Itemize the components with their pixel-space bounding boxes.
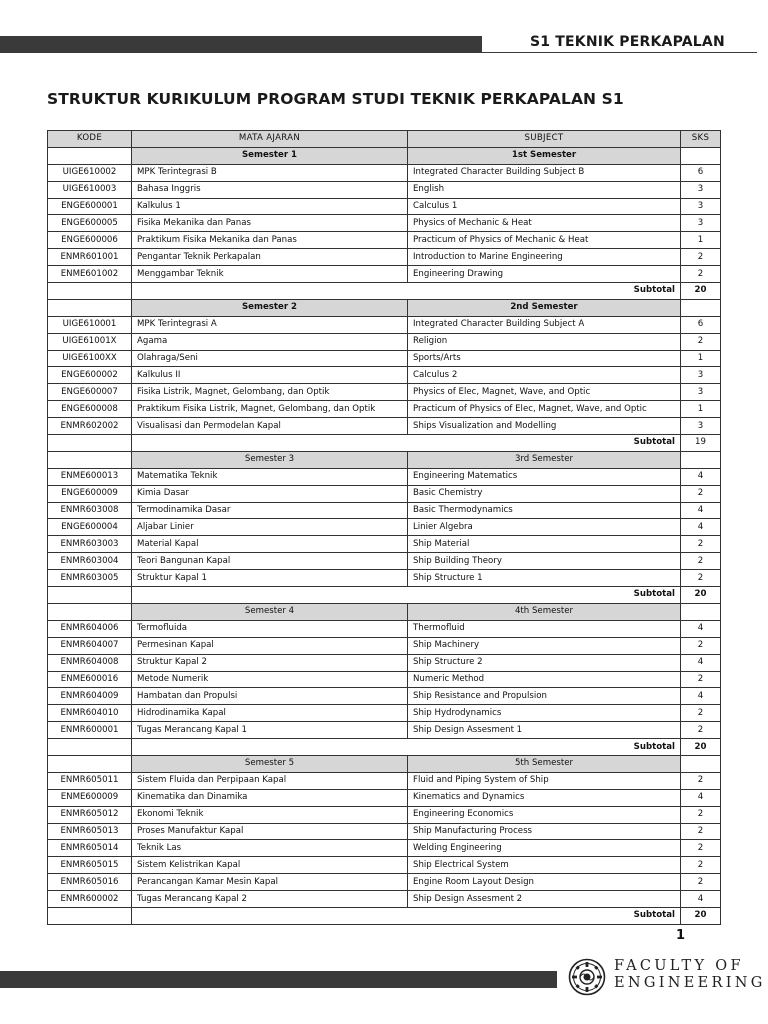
table-row — [48, 840, 721, 857]
course-credits: 2 — [681, 536, 721, 553]
page-number: 1 — [676, 928, 686, 943]
table-row — [48, 806, 721, 823]
semester-header-blank — [48, 451, 132, 468]
course-code: ENMR604009 — [48, 688, 132, 705]
semester-label-en: 5th Semester — [408, 755, 681, 772]
table-row — [48, 333, 721, 350]
course-name-en: Linier Algebra — [408, 519, 681, 536]
semester-header-blank — [681, 755, 721, 772]
subtotal-blank — [48, 907, 132, 924]
course-code: ENME600013 — [48, 468, 132, 485]
course-credits: 3 — [681, 215, 721, 232]
course-code: ENMR602002 — [48, 418, 132, 435]
table-row — [48, 637, 721, 654]
course-name-id: Fisika Listrik, Magnet, Gelombang, dan Optik — [132, 384, 408, 401]
course-code: ENGE600005 — [48, 215, 132, 232]
course-name-en: Ship Machinery — [408, 637, 681, 654]
course-name-id: MPK Terintegrasi B — [132, 164, 408, 181]
column-header-mata-ajaran: MATA AJARAN — [132, 131, 408, 148]
course-name-id: Menggambar Teknik — [132, 266, 408, 283]
semester-label-en: 3rd Semester — [408, 451, 681, 468]
semester-header-blank — [48, 755, 132, 772]
table-row — [48, 688, 721, 705]
course-credits: 2 — [681, 840, 721, 857]
course-code: UIGE610001 — [48, 316, 132, 333]
course-name-en: Ship Resistance and Propulsion — [408, 688, 681, 705]
top-decorative-bar — [0, 36, 482, 53]
table-row — [48, 722, 721, 739]
top-divider-line — [482, 52, 757, 53]
subtotal-blank — [48, 739, 132, 756]
subtotal-row — [48, 283, 721, 300]
table-row — [48, 553, 721, 570]
course-name-en: Ships Visualization and Modelling — [408, 418, 681, 435]
table-row — [48, 705, 721, 722]
faculty-line-2: ENGINEERING — [614, 975, 766, 991]
subtotal-value: 19 — [681, 435, 721, 452]
course-name-id: Kinematika dan Dinamika — [132, 789, 408, 806]
course-code: ENMR600002 — [48, 891, 132, 908]
table-row — [48, 418, 721, 435]
subtotal-row — [48, 739, 721, 756]
course-credits: 4 — [681, 502, 721, 519]
course-credits: 3 — [681, 367, 721, 384]
course-code: ENMR605016 — [48, 874, 132, 891]
course-name-en: Welding Engineering — [408, 840, 681, 857]
course-credits: 2 — [681, 637, 721, 654]
table-row — [48, 164, 721, 181]
course-name-en: Physics of Mechanic & Heat — [408, 215, 681, 232]
course-name-en: Engineering Economics — [408, 806, 681, 823]
table-row — [48, 654, 721, 671]
course-name-en: Ship Structure 1 — [408, 570, 681, 587]
course-credits: 2 — [681, 857, 721, 874]
course-name-id: Aljabar Linier — [132, 519, 408, 536]
course-name-en: Physics of Elec, Magnet, Wave, and Optic — [408, 384, 681, 401]
course-name-id: MPK Terintegrasi A — [132, 316, 408, 333]
semester-header-row — [48, 755, 721, 772]
course-credits: 1 — [681, 401, 721, 418]
course-name-en: Ship Design Assesment 1 — [408, 722, 681, 739]
course-code: ENMR604008 — [48, 654, 132, 671]
course-credits: 2 — [681, 485, 721, 502]
semester-label-id: Semester 3 — [132, 451, 408, 468]
course-name-id: Kalkulus 1 — [132, 198, 408, 215]
course-credits: 2 — [681, 722, 721, 739]
course-code: UIGE610003 — [48, 181, 132, 198]
course-credits: 2 — [681, 570, 721, 587]
course-credits: 2 — [681, 772, 721, 789]
course-name-id: Permesinan Kapal — [132, 637, 408, 654]
course-name-id: Sistem Kelistrikan Kapal — [132, 857, 408, 874]
course-code: ENMR603004 — [48, 553, 132, 570]
course-name-en: Practicum of Physics of Mechanic & Heat — [408, 232, 681, 249]
course-name-en: Basic Thermodynamics — [408, 502, 681, 519]
course-name-en: Ship Material — [408, 536, 681, 553]
subtotal-label: Subtotal — [132, 739, 681, 756]
course-name-en: Integrated Character Building Subject B — [408, 164, 681, 181]
course-name-id: Olahraga/Seni — [132, 350, 408, 367]
semester-label-en: 4th Semester — [408, 603, 681, 620]
page-title: STRUKTUR KURIKULUM PROGRAM STUDI TEKNIK PERKAPALAN S1 — [47, 90, 624, 108]
course-name-id: Praktikum Fisika Listrik, Magnet, Gelombang, dan Optik — [132, 401, 408, 418]
table-row — [48, 316, 721, 333]
course-credits: 2 — [681, 806, 721, 823]
semester-header-blank — [48, 299, 132, 316]
table-row — [48, 874, 721, 891]
course-name-en: Ship Electrical System — [408, 857, 681, 874]
course-code: ENMR603003 — [48, 536, 132, 553]
semester-header-row — [48, 299, 721, 316]
subtotal-value: 20 — [681, 739, 721, 756]
course-credits: 2 — [681, 705, 721, 722]
curriculum-table — [47, 130, 721, 925]
subtotal-blank — [48, 587, 132, 604]
table-row — [48, 266, 721, 283]
course-name-id: Material Kapal — [132, 536, 408, 553]
table-row — [48, 857, 721, 874]
course-name-id: Kalkulus II — [132, 367, 408, 384]
course-code: ENGE600001 — [48, 198, 132, 215]
course-code: ENMR604010 — [48, 705, 132, 722]
course-code: ENGE600008 — [48, 401, 132, 418]
course-credits: 3 — [681, 181, 721, 198]
semester-header-blank — [681, 451, 721, 468]
course-name-en: Sports/Arts — [408, 350, 681, 367]
course-name-en: Kinematics and Dynamics — [408, 789, 681, 806]
subtotal-label: Subtotal — [132, 907, 681, 924]
table-row — [48, 891, 721, 908]
course-code: ENME600016 — [48, 671, 132, 688]
course-code: ENGE600006 — [48, 232, 132, 249]
course-credits: 6 — [681, 164, 721, 181]
course-code: UIGE6100XX — [48, 350, 132, 367]
semester-label-id: Semester 1 — [132, 147, 408, 164]
table-row — [48, 468, 721, 485]
course-name-id: Hidrodinamika Kapal — [132, 705, 408, 722]
table-row — [48, 198, 721, 215]
course-name-en: Ship Building Theory — [408, 553, 681, 570]
table-row — [48, 181, 721, 198]
course-code: ENGE600009 — [48, 485, 132, 502]
course-credits: 1 — [681, 350, 721, 367]
course-credits: 4 — [681, 468, 721, 485]
course-name-en: Practicum of Physics of Elec, Magnet, Wave, and Optic — [408, 401, 681, 418]
semester-label-id: Semester 5 — [132, 755, 408, 772]
course-name-en: Calculus 2 — [408, 367, 681, 384]
semester-header-blank — [48, 147, 132, 164]
subtotal-value: 20 — [681, 587, 721, 604]
semester-header-row — [48, 147, 721, 164]
course-code: ENMR605015 — [48, 857, 132, 874]
semester-header-blank — [681, 603, 721, 620]
course-name-id: Teori Bangunan Kapal — [132, 553, 408, 570]
course-name-id: Termodinamika Dasar — [132, 502, 408, 519]
table-row — [48, 367, 721, 384]
course-name-id: Metode Numerik — [132, 671, 408, 688]
course-name-en: Engine Room Layout Design — [408, 874, 681, 891]
course-name-id: Struktur Kapal 1 — [132, 570, 408, 587]
course-name-id: Proses Manufaktur Kapal — [132, 823, 408, 840]
course-name-id: Praktikum Fisika Mekanika dan Panas — [132, 232, 408, 249]
semester-label-en: 2nd Semester — [408, 299, 681, 316]
course-credits: 4 — [681, 891, 721, 908]
course-code: ENMR605012 — [48, 806, 132, 823]
table-row — [48, 485, 721, 502]
table-row — [48, 536, 721, 553]
subtotal-label: Subtotal — [132, 587, 681, 604]
course-code: ENMR604007 — [48, 637, 132, 654]
table-row — [48, 823, 721, 840]
course-name-id: Teknik Las — [132, 840, 408, 857]
table-row — [48, 384, 721, 401]
course-name-id: Termofluida — [132, 620, 408, 637]
course-code: ENGE600004 — [48, 519, 132, 536]
column-header-kode: KODE — [48, 131, 132, 148]
course-code: ENMR603008 — [48, 502, 132, 519]
course-code: ENME600009 — [48, 789, 132, 806]
course-credits: 4 — [681, 620, 721, 637]
table-row — [48, 620, 721, 637]
course-code: ENMR600001 — [48, 722, 132, 739]
subtotal-label: Subtotal — [132, 435, 681, 452]
bottom-decorative-bar — [0, 971, 557, 988]
course-credits: 3 — [681, 418, 721, 435]
course-name-en: Thermofluid — [408, 620, 681, 637]
table-row — [48, 502, 721, 519]
course-credits: 3 — [681, 384, 721, 401]
course-name-id: Perancangan Kamar Mesin Kapal — [132, 874, 408, 891]
subtotal-blank — [48, 435, 132, 452]
subtotal-row — [48, 907, 721, 924]
course-name-id: Agama — [132, 333, 408, 350]
course-name-en: Introduction to Marine Engineering — [408, 249, 681, 266]
course-name-id: Visualisasi dan Permodelan Kapal — [132, 418, 408, 435]
subtotal-value: 20 — [681, 907, 721, 924]
course-name-en: Basic Chemistry — [408, 485, 681, 502]
course-code: ENGE600002 — [48, 367, 132, 384]
table-row — [48, 570, 721, 587]
course-name-id: Kimia Dasar — [132, 485, 408, 502]
university-logo-icon — [568, 958, 606, 996]
course-credits: 2 — [681, 333, 721, 350]
course-name-id: Sistem Fluida dan Perpipaan Kapal — [132, 772, 408, 789]
subtotal-row — [48, 587, 721, 604]
course-name-en: Engineering Drawing — [408, 266, 681, 283]
course-credits: 3 — [681, 198, 721, 215]
course-code: ENMR605014 — [48, 840, 132, 857]
course-credits: 2 — [681, 671, 721, 688]
course-name-id: Tugas Merancang Kapal 1 — [132, 722, 408, 739]
course-code: ENMR604006 — [48, 620, 132, 637]
course-name-en: Religion — [408, 333, 681, 350]
course-name-id: Matematika Teknik — [132, 468, 408, 485]
course-name-en: Integrated Character Building Subject A — [408, 316, 681, 333]
course-name-en: Ship Manufacturing Process — [408, 823, 681, 840]
course-credits: 4 — [681, 688, 721, 705]
course-credits: 2 — [681, 266, 721, 283]
subtotal-value: 20 — [681, 283, 721, 300]
course-name-id: Tugas Merancang Kapal 2 — [132, 891, 408, 908]
course-credits: 2 — [681, 553, 721, 570]
subtotal-row — [48, 435, 721, 452]
table-header-row — [48, 131, 721, 148]
course-name-en: Engineering Matematics — [408, 468, 681, 485]
course-credits: 2 — [681, 823, 721, 840]
course-code: ENMR603005 — [48, 570, 132, 587]
table-row — [48, 232, 721, 249]
course-code: ENMR601001 — [48, 249, 132, 266]
curriculum-table-body — [48, 147, 721, 924]
subtotal-blank — [48, 283, 132, 300]
table-row — [48, 789, 721, 806]
course-name-en: Ship Design Assesment 2 — [408, 891, 681, 908]
semester-header-row — [48, 603, 721, 620]
course-code: UIGE61001X — [48, 333, 132, 350]
semester-header-blank — [681, 299, 721, 316]
course-code: ENMR605013 — [48, 823, 132, 840]
course-name-en: English — [408, 181, 681, 198]
course-name-en: Fluid and Piping System of Ship — [408, 772, 681, 789]
course-credits: 2 — [681, 249, 721, 266]
course-credits: 4 — [681, 519, 721, 536]
course-code: ENGE600007 — [48, 384, 132, 401]
semester-label-id: Semester 4 — [132, 603, 408, 620]
course-name-en: Calculus 1 — [408, 198, 681, 215]
semester-header-row — [48, 451, 721, 468]
table-row — [48, 215, 721, 232]
table-row — [48, 350, 721, 367]
course-name-id: Struktur Kapal 2 — [132, 654, 408, 671]
course-credits: 6 — [681, 316, 721, 333]
table-row — [48, 519, 721, 536]
table-row — [48, 772, 721, 789]
course-name-id: Bahasa Inggris — [132, 181, 408, 198]
course-code: UIGE610002 — [48, 164, 132, 181]
faculty-logotype — [614, 958, 766, 992]
course-credits: 4 — [681, 654, 721, 671]
semester-header-blank — [681, 147, 721, 164]
course-code: ENME601002 — [48, 266, 132, 283]
course-name-en: Ship Structure 2 — [408, 654, 681, 671]
course-credits: 4 — [681, 789, 721, 806]
semester-label-id: Semester 2 — [132, 299, 408, 316]
course-credits: 1 — [681, 232, 721, 249]
column-header-subject: SUBJECT — [408, 131, 681, 148]
table-row — [48, 671, 721, 688]
column-header-sks: SKS — [681, 131, 721, 148]
course-credits: 2 — [681, 874, 721, 891]
subtotal-label: Subtotal — [132, 283, 681, 300]
faculty-line-1: FACULTY OF — [614, 958, 744, 974]
semester-label-en: 1st Semester — [408, 147, 681, 164]
course-name-id: Fisika Mekanika dan Panas — [132, 215, 408, 232]
course-name-id: Ekonomi Teknik — [132, 806, 408, 823]
program-label: S1 TEKNIK PERKAPALAN — [530, 34, 725, 50]
course-name-id: Hambatan dan Propulsi — [132, 688, 408, 705]
table-row — [48, 249, 721, 266]
semester-header-blank — [48, 603, 132, 620]
course-name-id: Pengantar Teknik Perkapalan — [132, 249, 408, 266]
course-name-en: Ship Hydrodynamics — [408, 705, 681, 722]
course-code: ENMR605011 — [48, 772, 132, 789]
table-row — [48, 401, 721, 418]
course-name-en: Numeric Method — [408, 671, 681, 688]
